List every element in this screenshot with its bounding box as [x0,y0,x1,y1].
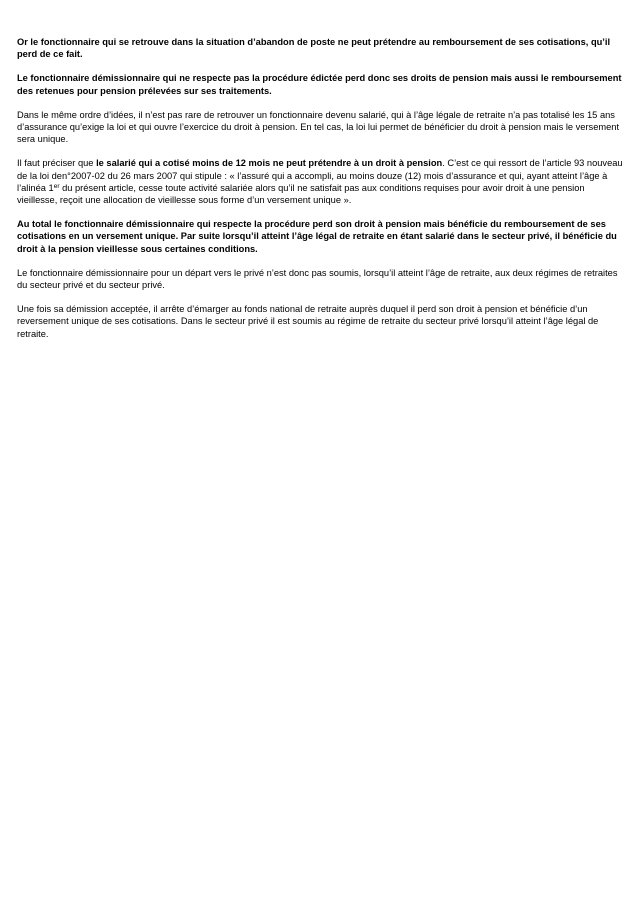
paragraph-fonctionnaire-devenu-salarie: Dans le même ordre d’idées, il n’est pas rare de retrouver un fonctionnaire devenu salarié, qui à l’âge légale de retraite n’a pas totalisé les 15 ans d’assurance qu’exige la loi et qui ouvre l’exercice du droit à pension. En tel cas, la loi lui permet de bénéficier du droit à pension mais le versement sera unique. [17,109,620,145]
document-page [17,36,623,352]
paragraph-abandon-de-poste: Or le fonctionnaire qui se retrouve dans la situation d’abandon de poste ne peut prétendre au remboursement de ses cotisations, qu’il perd de ce fait. [17,37,611,60]
article-93-quote-end: du présent article, cesse toute activité salariée alors qu’il ne satisfait pas aux conditions requises pour avoir droit à une pension vieillesse, reçoit une allocation de vieillesse sous forme d’un versement unique ». [17,182,585,206]
paragraph-demission-acceptee: Une fois sa démission acceptée, il arrête d’émarger au fonds national de retraite auprès duquel il perd son droit à pension et bénéficie d’un reversement unique de ses cotisations. Dans le secteur privé il est soumis au régime de retraite du secteur privé lorsqu’il atteint l’âge légal de retraite. [17,304,599,339]
paragraph-procedure-non-respectee: Le fonctionnaire démissionnaire qui ne respecte pas la procédure édictée perd donc ses droits de pension mais aussi le remboursement des retenues pour pension prélevées sur ses traitements. [17,73,622,96]
paragraph-article-93 [17,157,623,206]
paragraph-depart-vers-prive: Le fonctionnaire démissionnaire pour un départ vers le privé n’est donc pas soumis, lorsqu’il atteint l’âge de retraite, aux deux régimes de retraites du secteur privé et du secteur privé. [17,267,618,291]
paragraph-au-total: Au total le fonctionnaire démissionnaire qui respecte la procédure perd son droit à pension mais bénéficie du remboursement de ses cotisations en un versement unique. Par suite lorsqu’il atteint l’âge légal de retraite en étant salarié dans le secteur privé, il bénéficie du droit à la pension vieillesse sous certaines conditions. [17,219,617,254]
article-93-quote: . C’est ce qui ressort de l’article 93 nouveau de la loi den°2007-02 du 26 mars 2007 qui stipule : « l’assuré qui a accompli, au moins douze (12) mois d’assurance et qui, ayant atteint l’âge à l’alinéa 1 [17,158,623,193]
article-93-bold-statement: le salarié qui a cotisé moins de 12 mois ne peut prétendre à un droit à pension [96,158,443,169]
article-93-intro: Il faut préciser que [17,158,97,169]
article-93-superscript: er [53,182,60,190]
